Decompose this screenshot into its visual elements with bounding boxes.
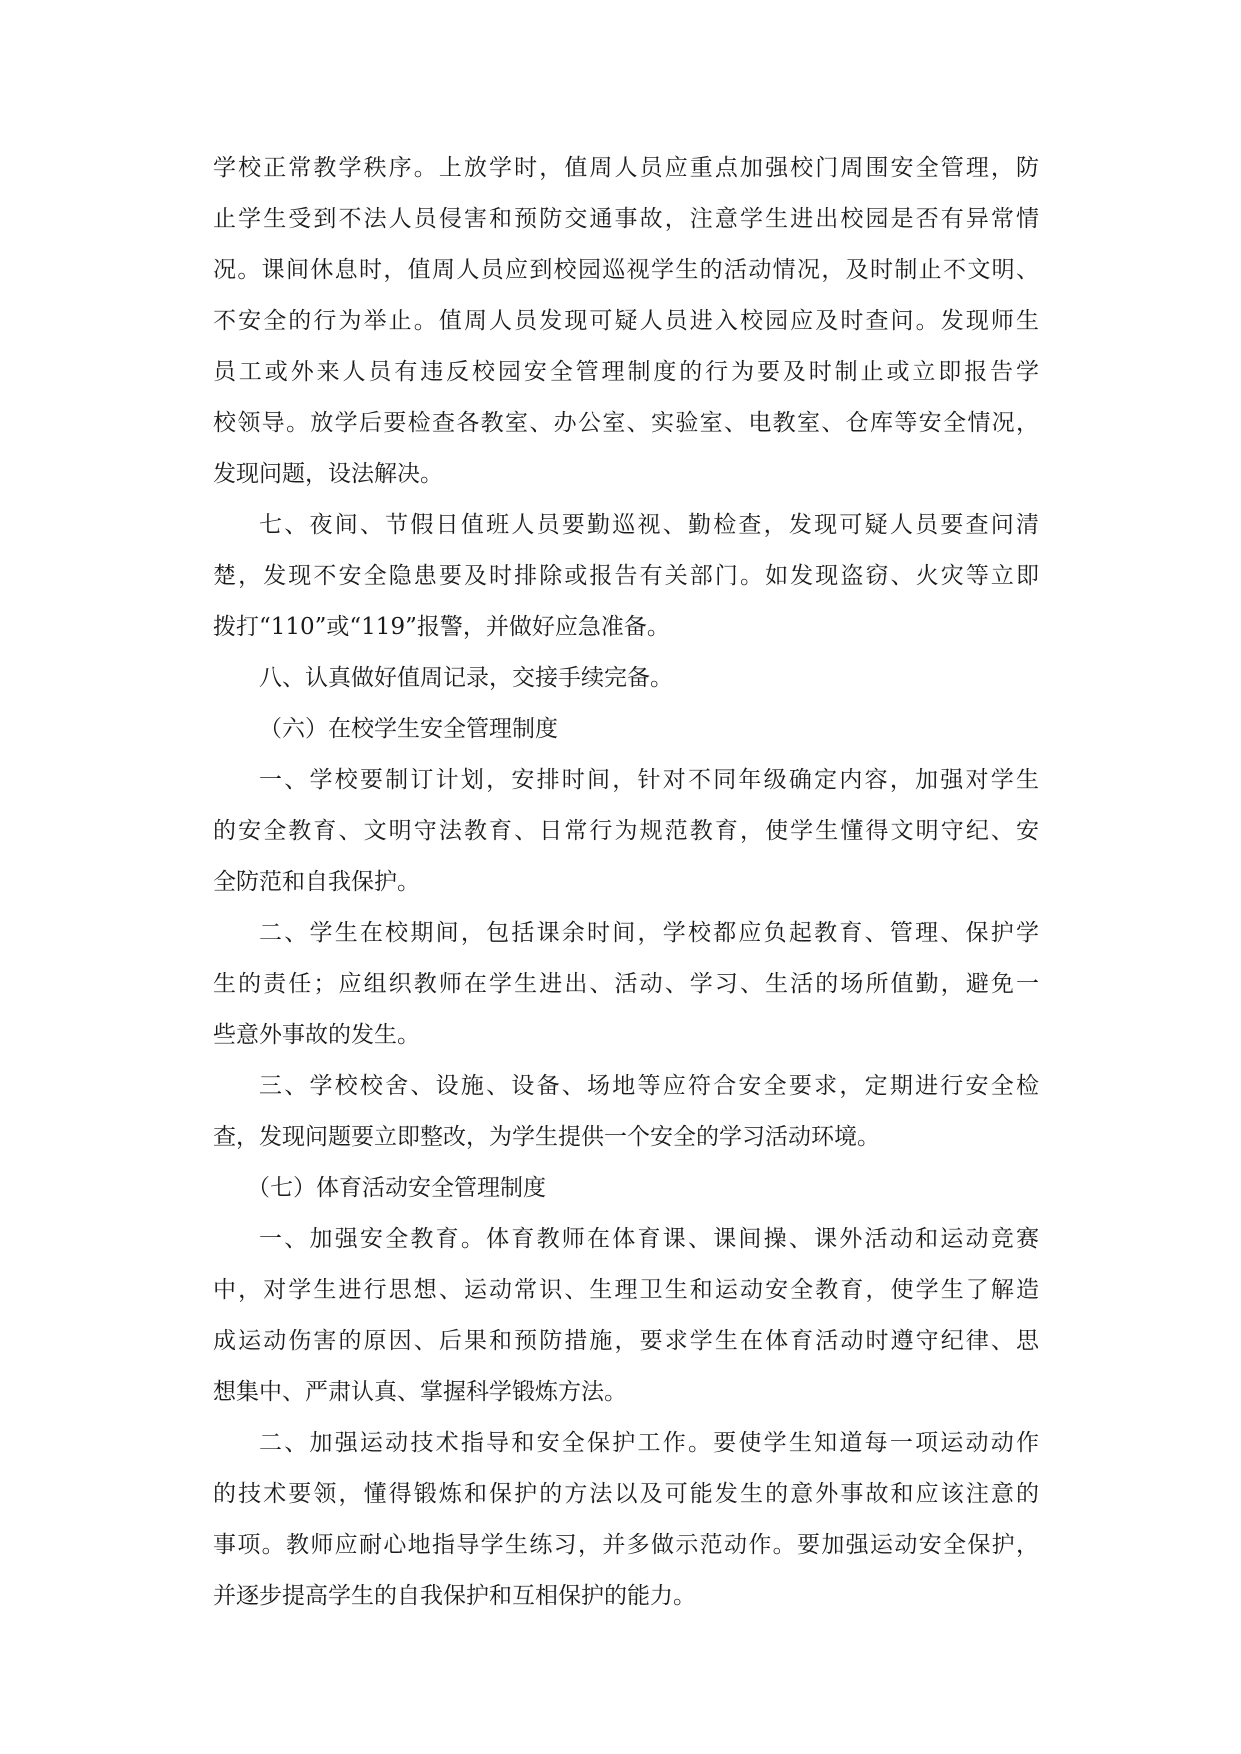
text-line: 校领导。放学后要检查各教室、办公室、实验室、电教室、仓库等安全情况， [213, 410, 1039, 436]
text-line: 的安全教育、文明守法教育、日常行为规范教育，使学生懂得文明守纪、安 [213, 818, 1039, 844]
text-line: 员工或外来人员有违反校园安全管理制度的行为要及时制止或立即报告学 [213, 359, 1039, 385]
text-line: 况。课间休息时，值周人员应到校园巡视学生的活动情况，及时制止不文明、 [213, 257, 1039, 283]
text-line: 并逐步提高学生的自我保护和互相保护的能力。 [213, 1583, 696, 1609]
text-line: 二、加强运动技术指导和安全保护工作。要使学生知道每一项运动动作 [259, 1430, 1039, 1456]
text-line: 全防范和自我保护。 [213, 869, 420, 895]
text-line: 楚，发现不安全隐患要及时排除或报告有关部门。如发现盗窃、火灾等立即 [213, 563, 1039, 589]
text-line: 事项。教师应耐心地指导学生练习，并多做示范动作。要加强运动安全保护， [213, 1532, 1039, 1558]
text-line: 发现问题，设法解决。 [213, 461, 443, 487]
text-line: 些意外事故的发生。 [213, 1022, 420, 1048]
text-line: 生的责任；应组织教师在学生进出、活动、学习、生活的场所值勤，避免一 [213, 971, 1039, 997]
text-line: 查，发现问题要立即整改，为学生提供一个安全的学习活动环境。 [213, 1124, 880, 1150]
text-line: 学校正常教学秩序。上放学时，值周人员应重点加强校门周围安全管理，防 [213, 155, 1039, 181]
text-line: 拨打“110”或“119”报警，并做好应急准备。 [213, 614, 670, 640]
text-line: 止学生受到不法人员侵害和预防交通事故，注意学生进出校园是否有异常情 [213, 206, 1039, 232]
text-line: 一、学校要制订计划，安排时间，针对不同年级确定内容，加强对学生 [259, 767, 1039, 793]
text-line: 的技术要领，懂得锻炼和保护的方法以及可能发生的意外事故和应该注意的 [213, 1481, 1039, 1507]
text-line: 成运动伤害的原因、后果和预防措施，要求学生在体育活动时遵守纪律、思 [213, 1328, 1039, 1354]
text-line: 七、夜间、节假日值班人员要勤巡视、勤检查，发现可疑人员要查问清 [259, 512, 1039, 538]
section-heading: （七）体育活动安全管理制度 [247, 1175, 546, 1201]
text-line: 三、学校校舍、设施、设备、场地等应符合安全要求，定期进行安全检 [259, 1073, 1039, 1099]
text-line: 想集中、严肃认真、掌握科学锻炼方法。 [213, 1379, 627, 1405]
text-line: 中，对学生进行思想、运动常识、生理卫生和运动安全教育，使学生了解造 [213, 1277, 1039, 1303]
text-line: 不安全的行为举止。值周人员发现可疑人员进入校园应及时查问。发现师生 [213, 308, 1039, 334]
text-line: 八、认真做好值周记录，交接手续完备。 [259, 665, 673, 691]
text-line: 一、加强安全教育。体育教师在体育课、课间操、课外活动和运动竞赛 [259, 1226, 1039, 1252]
text-line: 二、学生在校期间，包括课余时间，学校都应负起教育、管理、保护学 [259, 920, 1039, 946]
section-heading: （六）在校学生安全管理制度 [259, 716, 558, 742]
